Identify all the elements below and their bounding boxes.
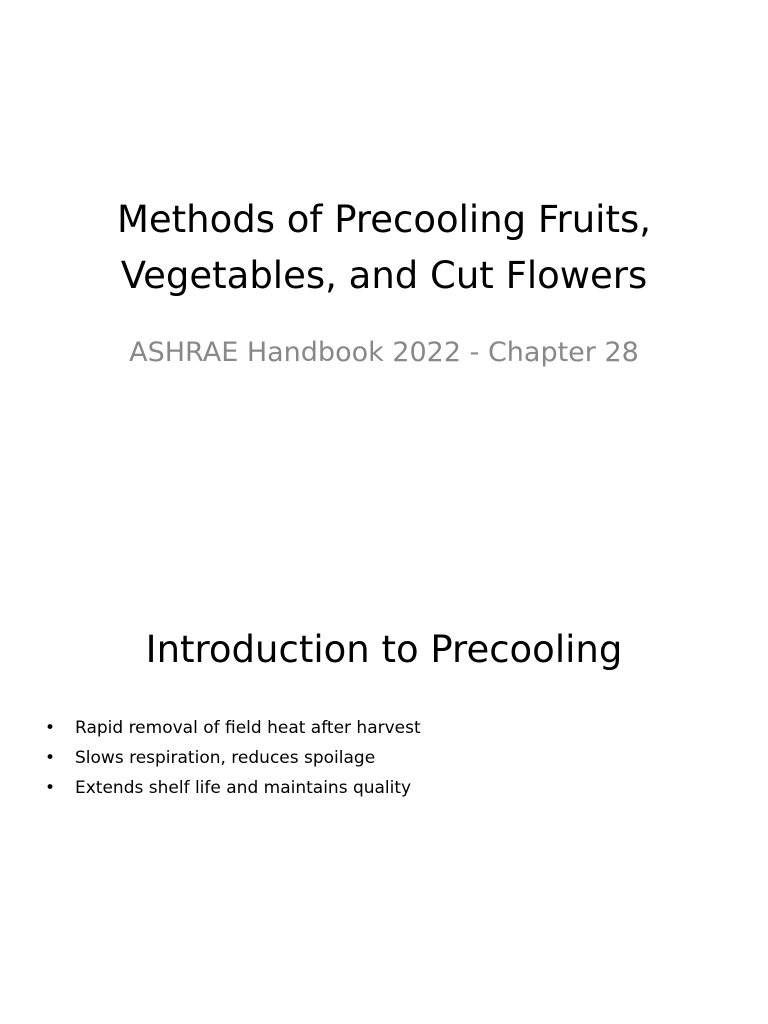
bullet-icon: •	[44, 718, 56, 738]
presentation-title	[0, 192, 768, 304]
presentation-title-line-1: Methods of Precooling Fruits,	[116, 198, 651, 241]
bullet-text: Slows respiration, reduces spoilage	[75, 748, 376, 768]
bullet-list	[44, 713, 724, 803]
bullet-item	[44, 773, 724, 803]
bullet-item	[44, 743, 724, 773]
bullet-icon: •	[44, 748, 56, 768]
presentation-subtitle: ASHRAE Handbook 2022 - Chapter 28	[129, 337, 639, 368]
bullet-item	[44, 713, 724, 743]
bullet-icon: •	[44, 778, 56, 798]
section-title: Introduction to Precooling	[145, 628, 623, 671]
presentation-title-line-2: Vegetables, and Cut Flowers	[120, 254, 648, 297]
bullet-text: Rapid removal of field heat after harvest	[75, 718, 421, 738]
bullet-text: Extends shelf life and maintains quality	[75, 778, 412, 798]
